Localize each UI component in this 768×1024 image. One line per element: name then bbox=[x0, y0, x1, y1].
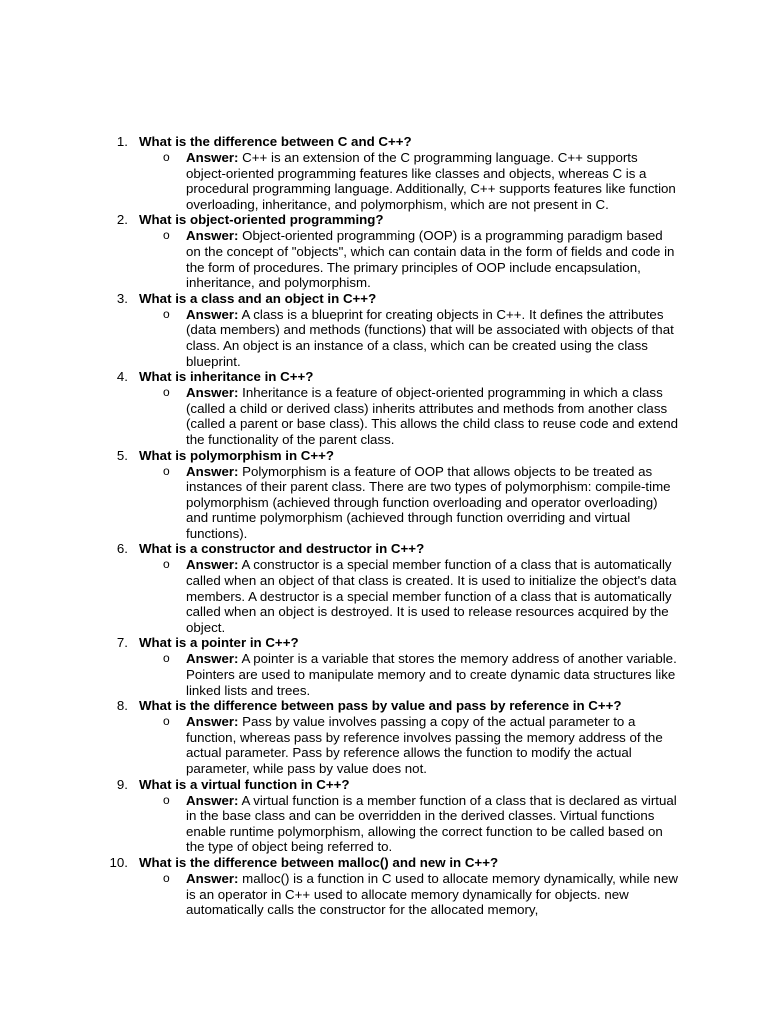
question-line bbox=[0, 134, 768, 150]
bullet-marker: o bbox=[163, 651, 170, 666]
question-text: What is the difference between pass by value and pass by reference in C++? bbox=[139, 698, 622, 714]
answer-block bbox=[163, 651, 678, 698]
question-text: What is inheritance in C++? bbox=[139, 369, 314, 385]
qa-item bbox=[0, 291, 768, 369]
question-line bbox=[0, 448, 768, 464]
question-number: 9. bbox=[116, 776, 128, 792]
question-text: What is a constructor and destructor in C++? bbox=[139, 541, 425, 557]
answer-text: Object-oriented programming (OOP) is a programming paradigm based on the concept of "objects", which can contain data in the form of fields and code in the form of procedures. The primary principles of OOP include encapsulation, inheritance, and polymorphism. bbox=[186, 228, 675, 291]
question-text: What is the difference between malloc() and new in C++? bbox=[139, 854, 499, 870]
question-text: What is a class and an object in C++? bbox=[139, 290, 377, 306]
answer-block bbox=[163, 306, 678, 369]
bullet-marker: o bbox=[163, 228, 170, 243]
question-number: 4. bbox=[116, 369, 128, 385]
question-line bbox=[0, 212, 768, 228]
question-number: 8. bbox=[116, 698, 128, 714]
qa-item bbox=[0, 635, 768, 698]
question-line bbox=[0, 698, 768, 714]
question-number: 6. bbox=[116, 541, 128, 557]
answer-block bbox=[163, 870, 678, 918]
bullet-marker: o bbox=[163, 150, 170, 164]
answer-text: A virtual function is a member function of a class that is declared as virtual in the base class and can be overridden in the derived classes. Virtual functions enable runtime polymorphism, allowing the correct function to be called based on the type of object being referred to. bbox=[186, 792, 677, 855]
question-number: 2. bbox=[116, 212, 128, 228]
question-line bbox=[0, 291, 768, 307]
bullet-marker: o bbox=[163, 714, 170, 729]
qa-item bbox=[0, 448, 768, 542]
question-text: What is a pointer in C++? bbox=[139, 635, 299, 651]
question-number: 5. bbox=[116, 447, 128, 463]
qa-item bbox=[0, 855, 768, 918]
qa-item bbox=[0, 541, 768, 635]
bullet-marker: o bbox=[163, 557, 170, 572]
bullet-marker: o bbox=[163, 870, 170, 885]
answer-text: A constructor is a special member function of a class that is automatically called when an object of that class is created. It is used to initialize the object's data members. A destructor is a special member function of a class that is automatically called when an object is destroyed. It is used to release resources acquired by the object. bbox=[186, 557, 677, 635]
answer-block bbox=[163, 557, 678, 635]
bullet-marker: o bbox=[163, 306, 170, 321]
answer-label: Answer: bbox=[186, 150, 239, 165]
answer-block bbox=[163, 385, 679, 447]
bullet-marker: o bbox=[163, 463, 170, 478]
answer-label: Answer: bbox=[186, 228, 239, 244]
answer-label: Answer: bbox=[186, 557, 239, 573]
question-text: What is object-oriented programming? bbox=[139, 212, 384, 228]
question-line bbox=[0, 635, 768, 651]
question-number: 10. bbox=[109, 854, 128, 870]
qa-item bbox=[0, 698, 768, 776]
answer-label: Answer: bbox=[186, 870, 239, 886]
answer-block bbox=[163, 228, 678, 291]
answer-label: Answer: bbox=[186, 651, 239, 667]
answer-label: Answer: bbox=[186, 714, 239, 730]
answer-block bbox=[163, 714, 678, 776]
qa-item bbox=[0, 134, 768, 212]
answer-text: C++ is an extension of the C programming language. C++ supports object-oriented programming features like classes and objects, whereas C is a procedural programming language. Additionally, C++ supports features like function overloading, inheritance, and polymorphism, which are not present in C. bbox=[186, 150, 676, 212]
answer-label: Answer: bbox=[186, 385, 239, 401]
answer-text: Polymorphism is a feature of OOP that allows objects to be treated as instances of their parent class. There are two types of polymorphism: compile-time polymorphism (achieved through function overloading and operator overloading) and runtime polymorphism (achieved through function overriding and virtual functions). bbox=[186, 463, 671, 541]
qa-item bbox=[0, 369, 768, 447]
bullet-marker: o bbox=[163, 385, 170, 400]
answer-text: Inheritance is a feature of object-oriented programming in which a class (called a child or derived class) inherits attributes and methods from another class (called a parent or base class). This allows the child class to reuse code and extend the functionality of the parent class. bbox=[186, 385, 679, 447]
question-number: 3. bbox=[116, 290, 128, 306]
answer-text: malloc() is a function in C used to allocate memory dynamically, while new is an operator in C++ used to allocate memory dynamically for objects. new automatically calls the constructor for the allocated memory, bbox=[186, 870, 678, 918]
bullet-marker: o bbox=[163, 792, 170, 807]
question-text: What is a virtual function in C++? bbox=[139, 776, 350, 792]
answer-label: Answer: bbox=[186, 463, 239, 479]
question-line bbox=[0, 541, 768, 557]
question-text: What is the difference between C and C++? bbox=[139, 134, 412, 149]
question-line bbox=[0, 855, 768, 871]
answer-label: Answer: bbox=[186, 306, 239, 322]
answer-text: Pass by value involves passing a copy of the actual parameter to a function, whereas pass by reference involves passing the memory address of the actual parameter. Pass by reference allows the function to modify the actual parameter, while pass by value does not. bbox=[186, 714, 663, 776]
qa-item bbox=[0, 212, 768, 290]
qa-item bbox=[0, 777, 768, 855]
answer-label: Answer: bbox=[186, 792, 239, 808]
answer-text: A pointer is a variable that stores the memory address of another variable. Pointers are used to manipulate memory and to create dynamic data structures like linked lists and trees. bbox=[186, 651, 677, 698]
question-line bbox=[0, 777, 768, 793]
question-number: 7. bbox=[116, 635, 128, 651]
answer-block bbox=[163, 150, 678, 212]
question-text: What is polymorphism in C++? bbox=[139, 447, 335, 463]
question-line bbox=[0, 369, 768, 385]
question-number: 1. bbox=[116, 134, 128, 149]
qa-list bbox=[0, 134, 768, 918]
answer-block bbox=[163, 792, 678, 855]
answer-block bbox=[163, 463, 678, 542]
answer-text: A class is a blueprint for creating objects in C++. It defines the attributes (data members) and methods (functions) that will be associated with objects of that class. An object is an instance of a class, which can be created using the class blueprint. bbox=[186, 306, 674, 369]
